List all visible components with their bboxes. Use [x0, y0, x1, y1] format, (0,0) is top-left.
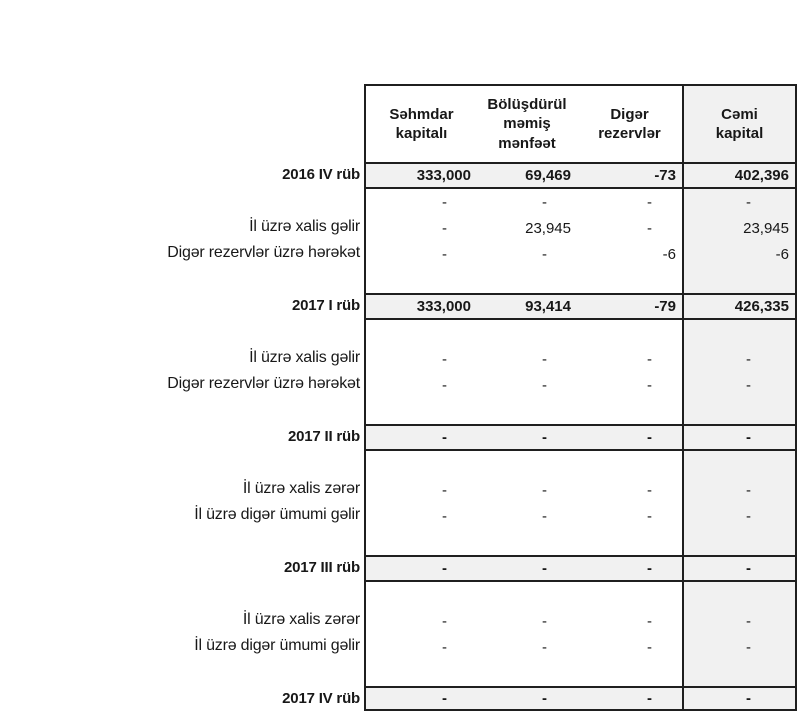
period-total-row [4, 555, 797, 580]
value-cell [366, 529, 477, 555]
value-cell [366, 267, 477, 293]
total-value-cell: -79 [577, 295, 682, 318]
value-cell [682, 660, 795, 686]
period-total-row [4, 162, 797, 187]
table-row-movement [366, 529, 795, 555]
value-cell [577, 451, 682, 477]
total-value-cell: - [577, 688, 682, 709]
total-value-cell: - [577, 426, 682, 449]
table-row-movement [366, 267, 795, 293]
movement-label [4, 529, 364, 556]
table-row-movement [366, 634, 795, 660]
table-row-movement [366, 503, 795, 529]
period-total-row [4, 686, 797, 711]
period-label: 2017 II rüb [287, 428, 360, 445]
value-cell: - [442, 612, 447, 630]
value-cell [477, 660, 577, 686]
movement-label: İl üzrə xalis zərər [242, 610, 360, 628]
total-value-cell: 333,000 [366, 164, 477, 187]
table-row-movement [366, 660, 795, 686]
value-cell: - [647, 193, 652, 211]
row-grid [364, 162, 797, 187]
value-cell: - [542, 612, 547, 630]
value-cell [477, 451, 577, 477]
total-value-cell: - [577, 557, 682, 580]
total-value-cell: - [682, 426, 795, 449]
value-cell [477, 398, 577, 424]
table-row-movement [366, 241, 795, 267]
value-cell: - [682, 634, 795, 660]
table-header [4, 84, 797, 162]
value-cell: - [542, 193, 547, 211]
value-cell: - [542, 376, 547, 394]
table-row-total [366, 426, 795, 449]
value-cell: - [682, 189, 795, 215]
column-header [477, 86, 577, 162]
movement-section [4, 187, 797, 293]
row-labels [4, 424, 364, 449]
movement-label: Digər rezervlər üzrə hərəkət [167, 375, 360, 393]
table-row-movement [366, 346, 795, 372]
row-labels [4, 449, 364, 555]
row-grid [364, 293, 797, 318]
table-row-movement [366, 451, 795, 477]
total-value-cell: - [477, 426, 577, 449]
value-cell [366, 451, 477, 477]
column-header-line: rezervlər [598, 125, 661, 142]
value-cell [477, 267, 577, 293]
period-label: 2017 IV rüb [282, 690, 360, 707]
row-grid [364, 187, 797, 293]
total-value-cell: 333,000 [366, 295, 477, 318]
row-grid [364, 424, 797, 449]
column-header-line: Bölüşdürül [487, 95, 567, 113]
value-cell: - [682, 477, 795, 503]
movement-label [4, 267, 364, 294]
total-value-cell: 93,414 [477, 295, 577, 318]
column-header [682, 86, 795, 162]
value-cell: - [542, 507, 547, 525]
value-cell: 23,945 [525, 219, 571, 237]
period-total-row [4, 293, 797, 318]
value-cell: -6 [682, 241, 795, 267]
value-cell: - [542, 350, 547, 368]
value-cell [682, 398, 795, 424]
value-cell: - [442, 376, 447, 394]
column-header [366, 86, 477, 162]
column-header-line: kapitalı [395, 125, 448, 142]
movement-label [4, 660, 364, 687]
value-cell [577, 529, 682, 555]
column-header [577, 86, 682, 162]
column-header-line: Səhmdar [389, 105, 454, 123]
movement-label [4, 449, 364, 476]
table-row-movement [366, 582, 795, 608]
total-value-cell: - [366, 426, 477, 449]
value-cell [682, 451, 795, 477]
table-row-movement [366, 320, 795, 346]
table-row-movement [366, 215, 795, 241]
movement-section [4, 449, 797, 555]
movement-label [4, 318, 364, 345]
table-row-movement [366, 372, 795, 398]
column-header-line: mənfəət [498, 134, 556, 152]
movement-label: İl üzrə digər ümumi gəlir [194, 506, 360, 524]
row-labels [4, 580, 364, 686]
total-value-cell: - [682, 688, 795, 709]
value-cell: - [442, 245, 447, 263]
total-value-cell: 426,335 [682, 295, 795, 318]
total-value-cell: - [366, 688, 477, 709]
row-grid [364, 318, 797, 424]
value-cell: - [542, 245, 547, 263]
value-cell: - [682, 608, 795, 634]
value-cell: - [647, 219, 652, 237]
table-row-movement [366, 608, 795, 634]
movement-label: Digər rezervlər üzrə hərəkət [167, 244, 360, 262]
value-cell [577, 267, 682, 293]
value-cell [682, 582, 795, 608]
column-header-line: Digər [610, 105, 649, 123]
movement-label: İl üzrə digər ümumi gəlir [194, 637, 360, 655]
value-cell: - [442, 507, 447, 525]
value-cell [366, 660, 477, 686]
value-cell: - [682, 372, 795, 398]
value-cell: -6 [662, 245, 676, 263]
movement-section [4, 318, 797, 424]
movement-section [4, 580, 797, 686]
value-cell: - [647, 612, 652, 630]
header-label-spacer [4, 84, 364, 162]
table-row-total [366, 688, 795, 709]
row-labels [4, 318, 364, 424]
row-labels [4, 293, 364, 318]
total-value-cell: 402,396 [682, 164, 795, 187]
period-label: 2016 IV rüb [282, 166, 360, 183]
value-cell: - [682, 503, 795, 529]
total-value-cell: - [477, 688, 577, 709]
movement-label [4, 580, 364, 607]
header-grid [364, 84, 797, 162]
value-cell [682, 267, 795, 293]
row-labels [4, 555, 364, 580]
value-cell [682, 320, 795, 346]
value-cell: - [647, 350, 652, 368]
table-row-total [366, 557, 795, 580]
value-cell [577, 320, 682, 346]
value-cell: - [442, 638, 447, 656]
row-labels [4, 686, 364, 711]
table-row-total [366, 164, 795, 187]
value-cell: - [442, 219, 447, 237]
period-label: 2017 I rüb [291, 297, 360, 314]
column-header-line: Cəmi [721, 105, 758, 123]
value-cell [477, 582, 577, 608]
value-cell [577, 582, 682, 608]
row-labels [4, 187, 364, 293]
row-grid [364, 555, 797, 580]
value-cell [577, 660, 682, 686]
value-cell: - [542, 638, 547, 656]
value-cell [682, 529, 795, 555]
period-total-row [4, 424, 797, 449]
value-cell: - [647, 638, 652, 656]
value-cell: - [647, 376, 652, 394]
equity-changes-table [4, 84, 797, 711]
value-cell: - [647, 481, 652, 499]
row-grid [364, 686, 797, 711]
value-cell [477, 529, 577, 555]
value-cell [366, 320, 477, 346]
total-value-cell: - [477, 557, 577, 580]
column-header-line: kapital [715, 125, 764, 142]
value-cell: - [542, 481, 547, 499]
value-cell: 23,945 [682, 215, 795, 241]
value-cell [366, 582, 477, 608]
movement-label [4, 398, 364, 425]
row-grid [364, 580, 797, 686]
row-labels [4, 162, 364, 187]
total-value-cell: -73 [577, 164, 682, 187]
movement-label [4, 187, 364, 214]
column-header-line: məmiş [503, 115, 551, 133]
total-value-cell: 69,469 [477, 164, 577, 187]
value-cell: - [682, 346, 795, 372]
value-cell [577, 398, 682, 424]
table-row-movement [366, 398, 795, 424]
movement-label: İl üzrə xalis gəlir [249, 217, 360, 235]
row-grid [364, 449, 797, 555]
table-row-movement [366, 189, 795, 215]
value-cell [366, 398, 477, 424]
movement-label: İl üzrə xalis zərər [242, 479, 360, 497]
value-cell: - [647, 507, 652, 525]
total-value-cell: - [682, 557, 795, 580]
header-row [366, 86, 795, 162]
value-cell: - [442, 193, 447, 211]
movement-label: İl üzrə xalis gəlir [249, 348, 360, 366]
value-cell [477, 320, 577, 346]
value-cell: - [442, 350, 447, 368]
period-label: 2017 III rüb [284, 559, 360, 576]
table-row-total [366, 295, 795, 318]
total-value-cell: - [366, 557, 477, 580]
table-row-movement [366, 477, 795, 503]
value-cell: - [442, 481, 447, 499]
